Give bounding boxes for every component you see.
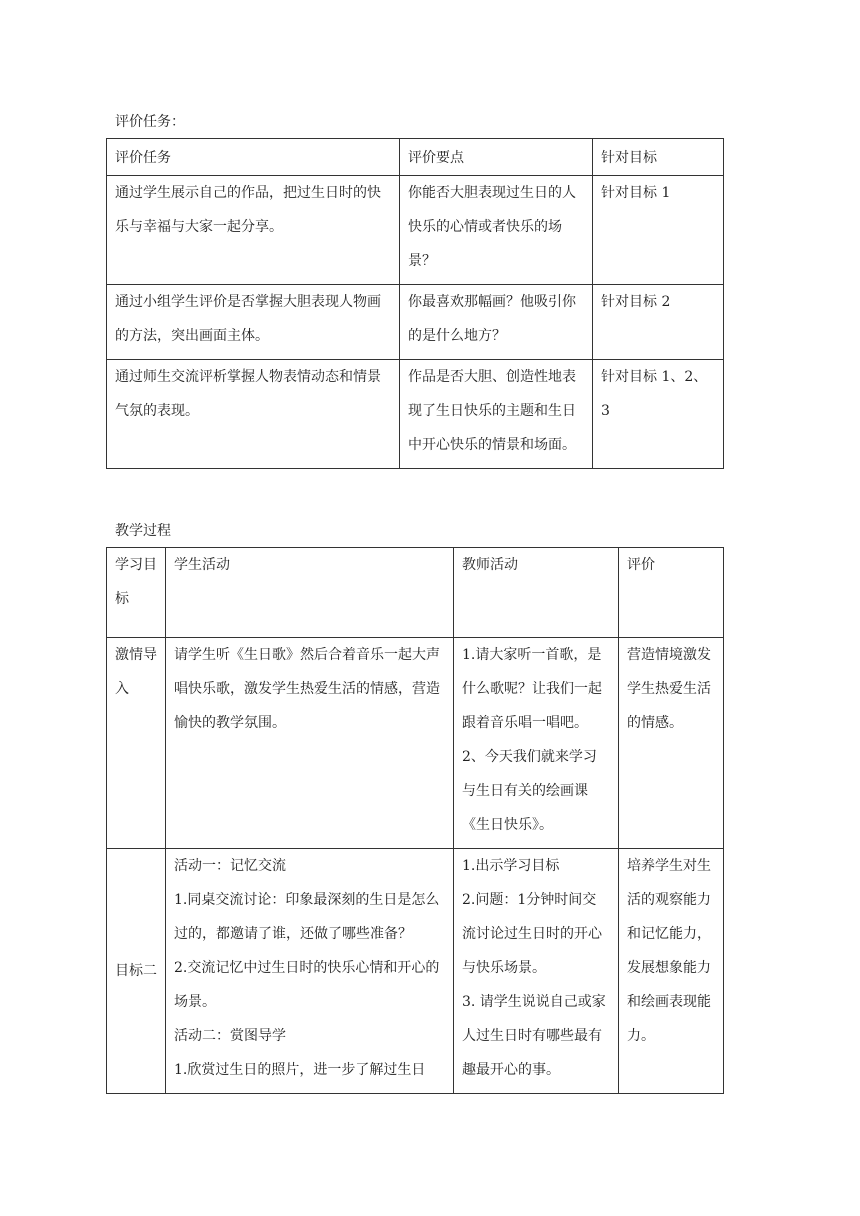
- eval-task-cell: 通过学生展示自己的作品，把过生日时的快乐与幸福与大家一起分享。: [107, 176, 400, 285]
- activity-line: 1.欣赏过生日的照片，进一步了解过生日: [174, 1062, 426, 1078]
- table-row: [107, 638, 724, 849]
- header-cell: 评价任务: [107, 139, 400, 176]
- process-table: [106, 547, 724, 1094]
- table-row: [107, 176, 724, 285]
- teacher-step: 2、今天我们就来学习与生日有关的绘画课《生日快乐》。: [462, 749, 597, 833]
- table-row: [107, 360, 724, 469]
- activity-line: 1.同桌交流讨论：印象最深刻的生日是怎么过的，都邀请了谁，还做了哪些准备？: [174, 892, 440, 942]
- eval-point-cell: 你最喜欢那幅画？他吸引你的是什么地方？: [400, 285, 593, 360]
- teacher-activity-cell: [454, 638, 619, 849]
- header-cell: 学生活动: [166, 548, 454, 638]
- eval-section-heading: 评价任务：: [115, 114, 185, 130]
- teacher-step: 2.问题：1分钟时间交流讨论过生日时的开心与快乐场景。: [462, 892, 602, 976]
- header-cell: 评价要点: [400, 139, 593, 176]
- activity-line: 活动二：赏图导学: [174, 1028, 286, 1044]
- eval-task-cell: 通过小组学生评价是否掌握大胆表现人物画的方法，突出画面主体。: [107, 285, 400, 360]
- eval-target-cell: 针对目标 1: [593, 176, 724, 285]
- table-row: [107, 285, 724, 360]
- student-activity-cell: 请学生听《生日歌》然后合着音乐一起大声唱快乐歌，激发学生热爱生活的情感，营造愉快的教学氛围。: [166, 638, 454, 849]
- table-row: [107, 849, 724, 1094]
- eval-point-cell: 你能否大胆表现过生日的人快乐的心情或者快乐的场景？: [400, 176, 593, 285]
- header-cell: 针对目标: [593, 139, 724, 176]
- header-cell: 学习目标: [107, 548, 166, 638]
- teacher-step: 1.出示学习目标: [462, 858, 560, 874]
- eval-target-cell: 针对目标 2: [593, 285, 724, 360]
- eval-table: [106, 138, 724, 469]
- evaluation-cell: 培养学生对生活的观察能力和记忆能力，发展想象能力和绘画表现能力。: [619, 849, 724, 1094]
- evaluation-cell: 营造情境激发学生热爱生活的情感。: [619, 638, 724, 849]
- teacher-step: 1.请大家听一首歌，是什么歌呢？让我们一起跟着音乐唱一唱吧。: [462, 647, 602, 731]
- goal-cell: 目标二: [107, 849, 166, 1094]
- goal-cell: 激情导入: [107, 638, 166, 849]
- table-header-row: [107, 548, 724, 638]
- eval-target-cell: 针对目标 1、2、3: [593, 360, 724, 469]
- header-cell: 评价: [619, 548, 724, 638]
- process-section-heading: 教学过程: [115, 523, 171, 539]
- student-activity-cell: [166, 849, 454, 1094]
- teacher-step: 3. 请学生说说自己或家人过生日时有哪些最有趣最开心的事。: [462, 994, 606, 1078]
- eval-point-cell: 作品是否大胆、创造性地表现了生日快乐的主题和生日中开心快乐的情景和场面。: [400, 360, 593, 469]
- table-header-row: [107, 139, 724, 176]
- eval-task-cell: 通过师生交流评析掌握人物表情动态和情景气氛的表现。: [107, 360, 400, 469]
- activity-line: 活动一：记忆交流: [174, 858, 286, 874]
- teacher-activity-cell: [454, 849, 619, 1094]
- header-cell: 教师活动: [454, 548, 619, 638]
- activity-line: 2.交流记忆中过生日时的快乐心情和开心的场景。: [174, 960, 440, 1010]
